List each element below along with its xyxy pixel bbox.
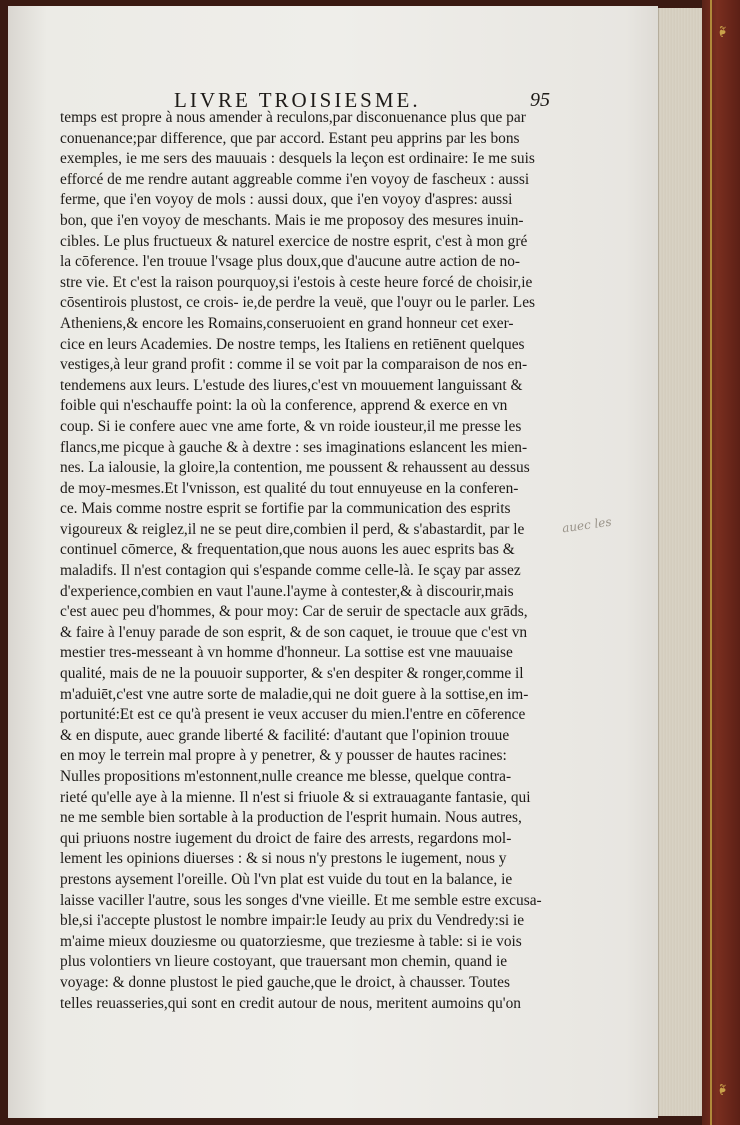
text-line: mestier tres-messeant à vn homme d'honneur. La sottise est vne mauuaise [60,644,513,662]
page-edges [658,8,703,1116]
text-line: nes. La ialousie, la gloire,la contention, me poussent & rehaussent au dessus [60,459,530,477]
text-line: temps est propre à nous amender à reculons,par disconuenance plus que par [60,109,526,126]
text-line: vigoureux & reiglez,il ne se peut dire,combien il perd, & s'abastardit, par le [60,520,525,538]
cover-ornament-top-icon: ❧ [713,24,733,39]
text-line: cibles. Le plus fructueux & naturel exercice de nostre esprit, c'est à mon gré [60,232,528,250]
cover-gilt-rule [710,0,712,1125]
text-line: portunité:Et est ce qu'à present ie veux accuser du mien.l'entre en cōference [60,706,526,724]
text-line: cice en leurs Academies. De nostre temps, les Italiens en retiēnent quelques [60,335,525,353]
text-line: ble,si i'accepte plustost le nombre impair:le Ieudy au prix du Vendredy:si ie [60,912,525,930]
text-line: ce. Mais comme nostre esprit se fortifie par la communication des esprits [60,500,511,518]
text-line: de moy-mesmes.Et l'vnisson, est qualité du tout ennuyeuse en la conferen- [60,479,519,497]
text-line: coup. Si ie confere auec vne ame forte, & vn roide iousteur,il me presse les [60,417,522,435]
text-line: efforcé de me rendre autant aggreable comme i'en voyoy de fascheux : aussi [60,170,530,188]
text-line: tendemens aux leurs. L'estude des liures,c'est vn mouuement languissant & [60,376,523,394]
text-line: laisse vaciller l'autre, sous les songes d'vne vieille. Et me semble estre excusa- [60,891,542,909]
text-line: qualité, mais de ne la pouuoir supporter, & s'en despiter & ronger,comme il [60,665,524,683]
text-line: plus volontiers vn lieure costoyant, que trauersant mon chemin, quand ie [60,953,508,971]
text-line: voyage: & donne plustost le pied gauche,que le droict, à chausser. Toutes [60,973,510,991]
running-head: LIVRE TROISIESME. [174,88,421,112]
body-text [60,108,650,1014]
text-line: conuenance;par difference, que par accord. Estant peu apprins par les bons [60,129,520,147]
text-line: prestons aysement l'oreille. Où l'vn plat est vuide du tout en la balance, ie [60,870,513,888]
text-line: d'experience,combien en vaut l'aune.l'ayme à contester,& à discourir,mais [60,582,514,600]
text-line: cōsentirois plustost, ce crois- ie,de perdre la veuë, que l'ouyr ou le parler. Les [60,294,536,312]
text-line: continuel cōmerce, & frequentation,que nous auons les auec esprits bas & [60,541,515,559]
text-line: en moy le terrein mal propre à y penetrer, & y pousser de hautes racines: [60,747,507,765]
text-line: vestiges,à leur grand profit : comme il se voit par la comparaison de nos en- [60,356,528,374]
page-number: 95 [530,89,550,111]
text-line: bon, que i'en voyoy de meschants. Mais ie me proposoy des mesures inuin- [60,211,524,229]
text-line: ne me semble bien sortable à la production de l'esprit humain. Nous autres, [60,809,522,827]
text-line: telles reuasseries,qui sont en credit autour de nous, meritent aumoins qu'on [60,994,521,1012]
text-line: foible qui n'eschauffe point: la où la conference, apprend & exerce en vn [60,397,508,415]
text-line: m'aduiēt,c'est vne autre sorte de maladie,qui ne doit guere à la sottise,en im- [60,685,529,703]
handwritten-margin-note: auec les [561,514,613,536]
text-line: ferme, que i'en voyoy de mols : aussi doux, que i'en voyoy d'aspres: aussi [60,191,513,209]
text-line: qui priuons nostre iugement du droict de faire des arrests, regardons mol- [60,829,512,847]
text-line: & faire à l'enuy parade de son esprit, & de son caquet, ie trouue que c'est vn [60,623,528,641]
book-cover [702,0,740,1125]
text-line: lement les opinions diuerses : & si nous n'y prestons le iugement, nous y [60,850,507,868]
text-line: flancs,me picque à gauche & à dextre : ses imaginations eslancent les mien- [60,438,528,456]
cover-ornament-bottom-icon: ❧ [713,1082,733,1097]
text-line: Atheniens,& encore les Romains,conseruoient en grand honneur cet exer- [60,314,514,332]
text-line: Nulles propositions m'estonnent,nulle creance me blesse, quelque contra- [60,768,512,785]
text-line: la cōference. l'en trouue l'vsage plus doux,que d'aucune autre action de no- [60,253,521,271]
text-line: rieté qu'elle aye à la mienne. Il n'est si friuole & si extrauagante fantasie, qui [60,788,531,806]
text-line: stre vie. Et c'est la raison pourquoy,si i'estois à ceste heure forcé de choisir,ie [60,273,533,291]
text-line: c'est auec peu d'hommes, & pour moy: Car de seruir de spectacle aux grāds, [60,603,528,621]
text-line: maladifs. Il n'est contagion qui s'espande comme celle-là. Ie sçay par assez [60,562,521,580]
text-line: m'aime mieux douziesme ou quatorziesme, que treziesme à table: si ie vois [60,932,522,950]
text-line: & en dispute, auec grande liberté & facilité: d'autant que l'opinion trouue [60,726,510,744]
text-line: exemples, ie me sers des mauuais : desquels la leçon est ordinaire: Ie me suis [60,150,535,168]
